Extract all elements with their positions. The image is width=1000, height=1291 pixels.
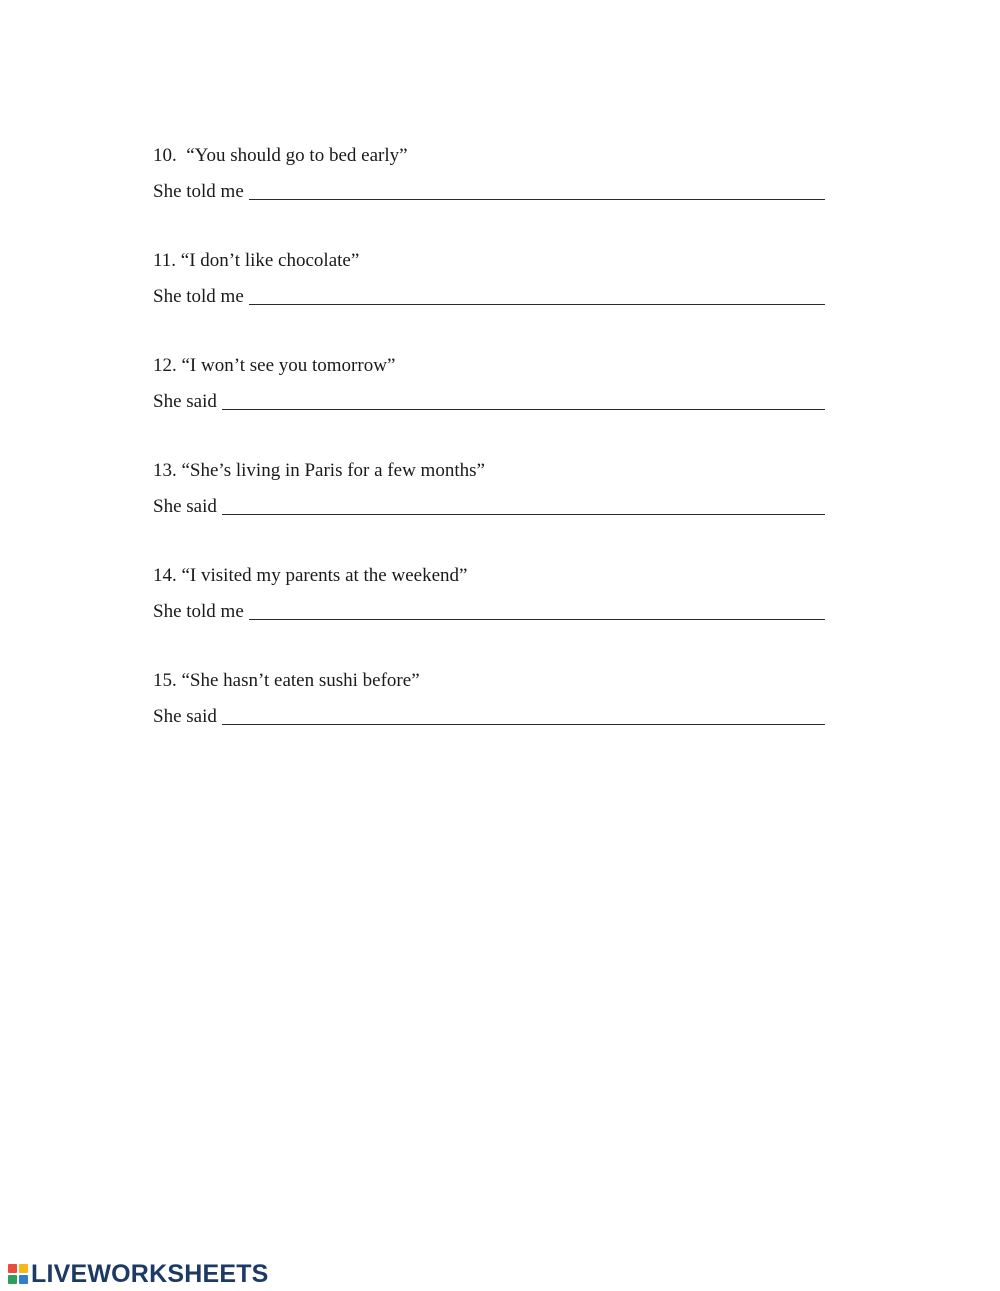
exercise-item-11: [153, 249, 825, 307]
exercise-prompt: [153, 249, 825, 273]
exercise-item-14: [153, 564, 825, 622]
item-number: 10.: [153, 145, 177, 166]
exercise-prompt: [153, 459, 825, 483]
item-number: 12.: [153, 355, 177, 376]
exercise-item-12: [153, 354, 825, 412]
answer-lead: She said: [153, 706, 217, 727]
answer-row: [153, 178, 825, 204]
logo-block-icon: [19, 1275, 28, 1284]
exercise-prompt: [153, 669, 825, 693]
answer-input-12[interactable]: [222, 389, 825, 410]
logo-block-icon: [19, 1264, 28, 1273]
logo-block-icon: [8, 1275, 17, 1284]
item-number: 11.: [153, 250, 177, 271]
exercise-prompt: [153, 144, 825, 168]
exercise-item-10: [153, 144, 825, 202]
exercise-prompt: [153, 564, 825, 588]
answer-input-13[interactable]: [222, 494, 825, 515]
item-number: 13.: [153, 460, 177, 481]
item-number: 14.: [153, 565, 177, 586]
answer-lead: She said: [153, 391, 217, 412]
logo-block-icon: [8, 1264, 17, 1273]
quote-text: “I don’t like chocolate”: [180, 250, 360, 271]
logo-text: LIVEWORKSHEETS: [31, 1260, 269, 1288]
answer-row: [153, 703, 825, 729]
quote-text: “I won’t see you tomorrow”: [181, 355, 396, 376]
exercise-item-13: [153, 459, 825, 517]
answer-row: [153, 598, 825, 624]
exercise-prompt: [153, 354, 825, 378]
quote-text: “She’s living in Paris for a few months”: [181, 460, 485, 481]
answer-input-11[interactable]: [249, 284, 825, 305]
exercise-item-15: [153, 669, 825, 727]
answer-lead: She said: [153, 496, 217, 517]
answer-row: [153, 493, 825, 519]
answer-lead: She told me: [153, 286, 244, 307]
item-number: 15.: [153, 670, 177, 691]
liveworksheets-logo-icon: [8, 1264, 28, 1284]
quote-text: “You should go to bed early”: [186, 145, 408, 166]
answer-lead: She told me: [153, 181, 244, 202]
answer-input-14[interactable]: [249, 599, 825, 620]
quote-text: “She hasn’t eaten sushi before”: [181, 670, 420, 691]
answer-row: [153, 283, 825, 309]
answer-input-10[interactable]: [249, 179, 825, 200]
answer-row: [153, 388, 825, 414]
liveworksheets-logo: [8, 1260, 269, 1288]
answer-input-15[interactable]: [222, 704, 825, 725]
quote-text: “I visited my parents at the weekend”: [181, 565, 468, 586]
answer-lead: She told me: [153, 601, 244, 622]
